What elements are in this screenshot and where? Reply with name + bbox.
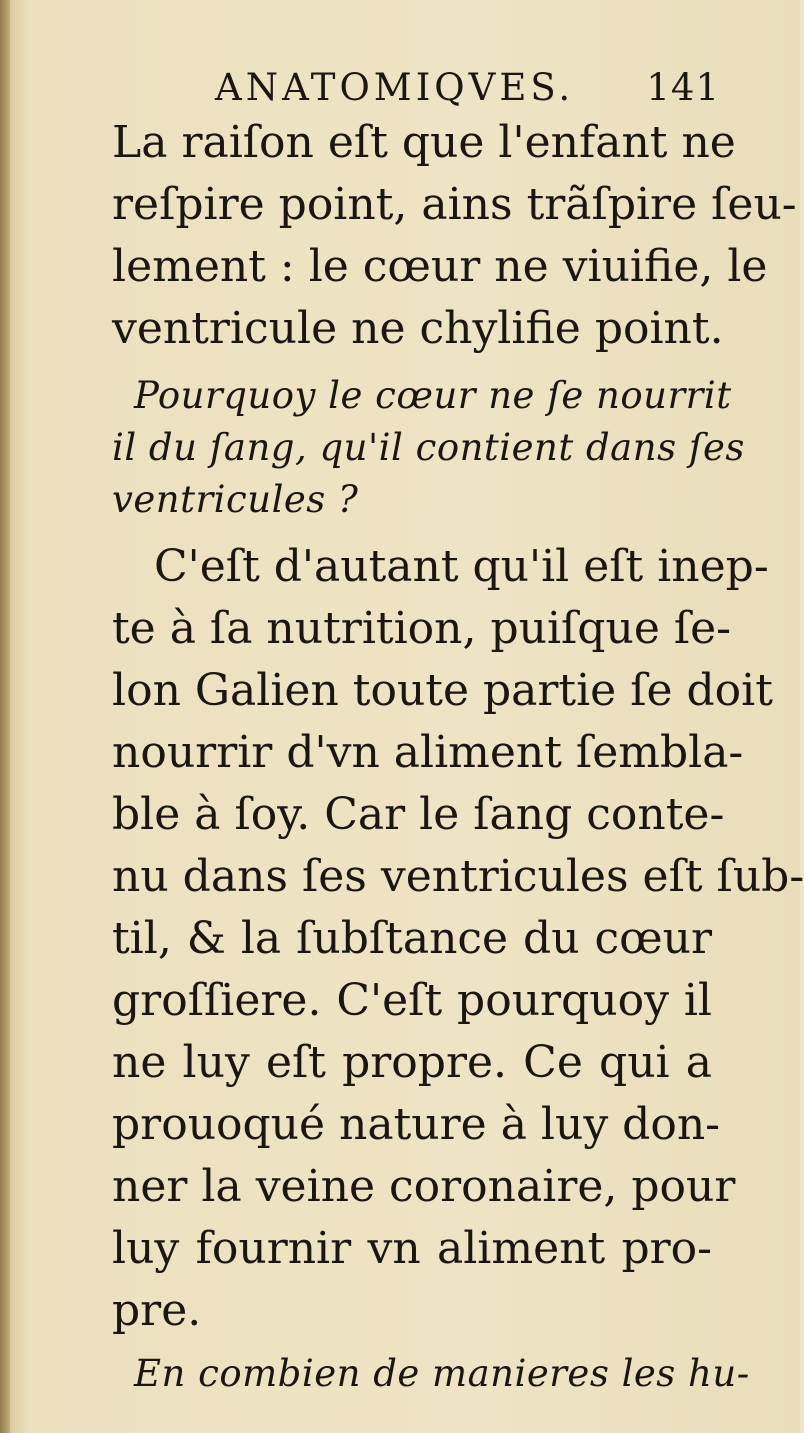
text-line: luy fournir vn aliment pro-: [112, 1223, 712, 1274]
text-line: reſpire point, ains trãſpire ſeu-: [112, 179, 797, 230]
text-line: C'eſt d'autant qu'il eſt inep-: [154, 541, 769, 592]
question-line: ventricules ?: [112, 478, 359, 521]
text-line: lon Galien toute partie ſe doit: [112, 665, 773, 716]
text-line: lement : le cœur ne viuifie, le: [112, 241, 768, 292]
text-line: nu dans ſes ventricules eſt ſub-: [112, 851, 804, 902]
text-line: ne luy eſt propre. Ce qui a: [112, 1037, 712, 1088]
text-line: ventricule ne chylifie point.: [112, 303, 724, 354]
body-text: [112, 112, 804, 1400]
question-line: En combien de manieres les hu-: [134, 1352, 750, 1395]
page-header: [215, 66, 720, 110]
running-title: ANATOMIQVES.: [215, 66, 575, 109]
text-line: nourrir d'vn aliment ſembla-: [112, 727, 744, 778]
text-line: pre.: [112, 1285, 202, 1336]
text-line: ble à ſoy. Car le ſang conte-: [112, 789, 725, 840]
text-line: ner la veine coronaire, pour: [112, 1161, 736, 1212]
page-gutter-shadow: [0, 0, 10, 1433]
text-line: til, & la ſubſtance du cœur: [112, 913, 712, 964]
text-line: groſſiere. C'eſt pourquoy il: [112, 975, 712, 1026]
question-line: Pourquoy le cœur ne ſe nourrit: [134, 374, 732, 417]
text-line: La raiſon eſt que l'enfant ne: [112, 117, 736, 168]
text-line: te à ſa nutrition, puiſque ſe-: [112, 603, 732, 654]
question-line: il du ſang, qu'il contient dans ſes: [112, 426, 745, 469]
text-line: prouoqué nature à luy don-: [112, 1099, 721, 1150]
page-number: 141: [646, 66, 720, 109]
